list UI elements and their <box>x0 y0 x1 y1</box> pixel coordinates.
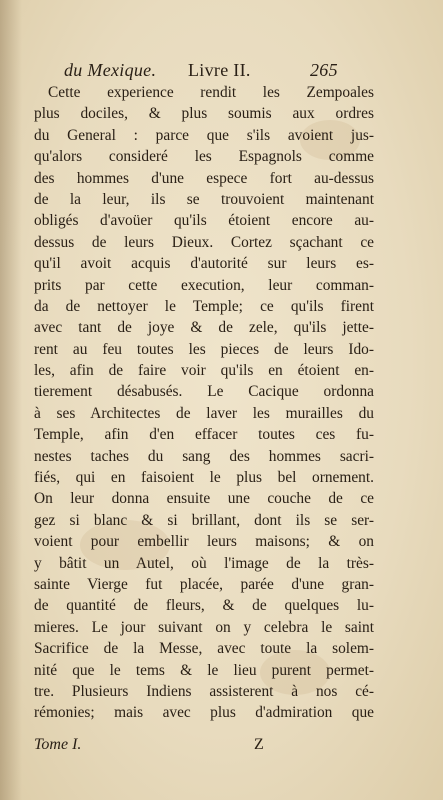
page-number: 265 <box>310 60 338 80</box>
signature-mark: Z <box>254 736 264 753</box>
text-line: qu'alors consideré les Espagnols comme <box>34 148 374 166</box>
text-line: tre. Plusieurs Indiens assisterent à nos cé- <box>34 682 374 700</box>
text-line: de la leur, ils se trouvoient maintenant <box>34 190 374 208</box>
text-line: rémonies; mais avec plus d'admiration que <box>34 704 374 722</box>
text-line: obligés d'avoüer qu'ils étoient encore au- <box>34 212 374 230</box>
text-line: Sacrifice de la Messe, avec toute la solem- <box>34 640 374 658</box>
text-line: tierement désabusés. Le Cacique ordonna <box>34 383 374 401</box>
text-line: mieres. Le jour suivant on y celebra le saint <box>34 618 374 636</box>
text-line: plus dociles, & plus soumis aux ordres <box>34 105 374 123</box>
text-line: gez si blanc & si brillant, dont ils se ser- <box>34 511 374 529</box>
text-line: nité que le tems & le lieu purent permet- <box>34 661 374 679</box>
text-line: rent au feu toutes les pieces de leurs Ido- <box>34 340 374 358</box>
text-line: Cette experience rendit les Zempoales <box>48 84 374 101</box>
text-line: On leur donna ensuite une couche de ce <box>34 490 374 508</box>
body-text <box>34 82 374 724</box>
page-footer <box>34 736 374 760</box>
volume-label: Tome I. <box>34 736 82 753</box>
text-line: dessus de leurs Dieux. Cortez sçachant ce <box>34 233 374 251</box>
text-line: fiés, qui en faisoient le plus bel ornement. <box>34 469 374 487</box>
text-line: Temple, afin d'en effacer toutes ces fu- <box>34 426 374 444</box>
running-title: du Mexique. <box>64 60 157 80</box>
text-line: prits par cette execution, leur comman- <box>34 276 374 294</box>
text-line: qu'il avoit acquis d'autorité sur leurs es- <box>34 255 374 273</box>
text-line: à ses Architectes de laver les murailles du <box>34 404 374 422</box>
text-line: les, afin de faire voir qu'ils en étoient en- <box>34 362 374 380</box>
book-label: Livre II. <box>188 60 251 80</box>
text-line: voient pour embellir leurs maisons; & on <box>34 533 374 551</box>
gutter-shadow <box>0 0 22 800</box>
text-line: des hommes d'une espece fort au-dessus <box>34 169 374 187</box>
text-line: du General : parce que s'ils avoient jus- <box>34 126 374 144</box>
text-line: sainte Vierge fut placée, parée d'une gran- <box>34 575 374 593</box>
page-header <box>64 60 364 84</box>
text-line: de quantité de fleurs, & de quelques lu- <box>34 597 374 615</box>
text-line: da de nettoyer le Temple; ce qu'ils firent <box>34 297 374 315</box>
text-line: nestes taches du sang des hommes sacri- <box>34 447 374 465</box>
text-line: avec tant de joye & de zele, qu'ils jette- <box>34 319 374 337</box>
text-line: y bâtit un Autel, où l'image de la très- <box>34 554 374 572</box>
